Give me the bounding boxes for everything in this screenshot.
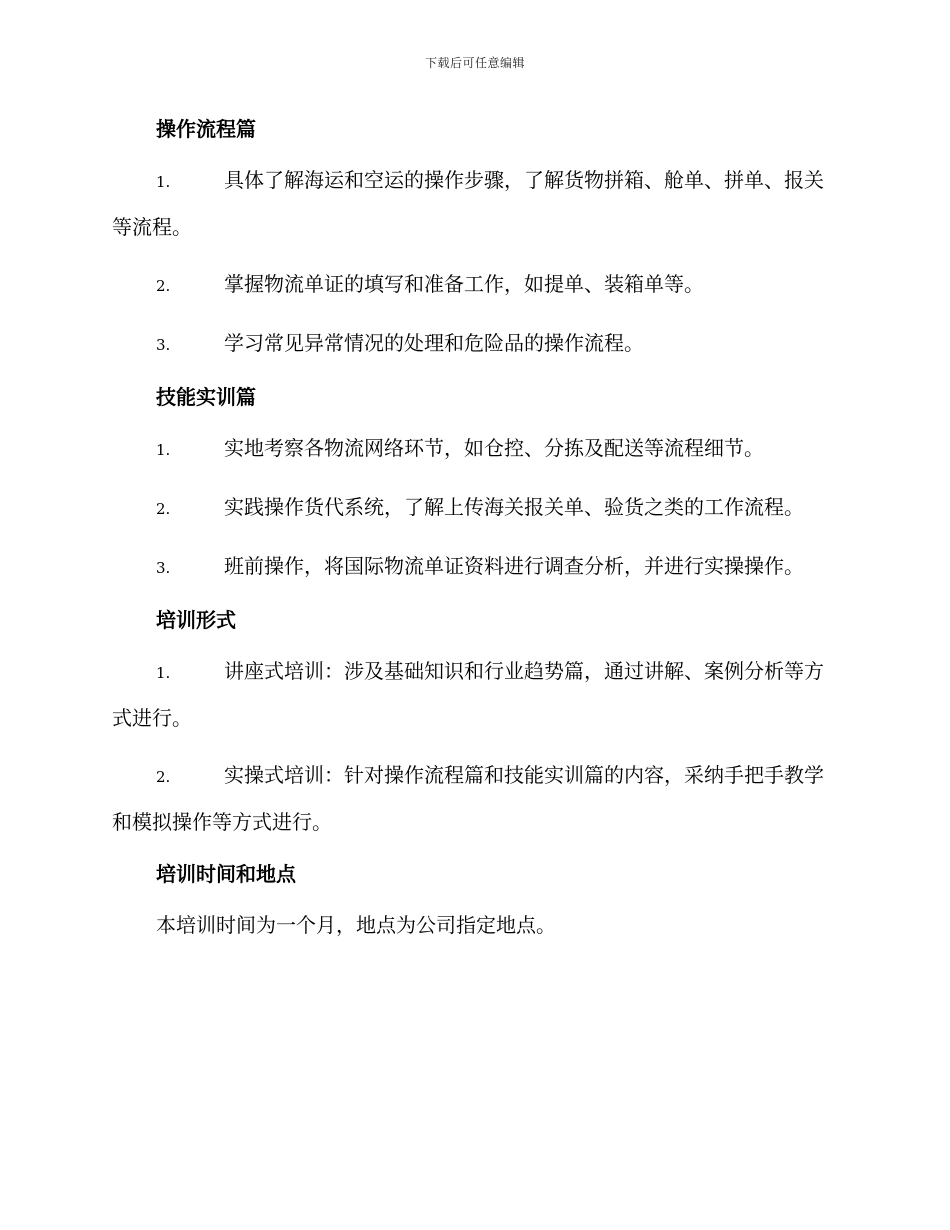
list-number: 3. bbox=[156, 559, 171, 577]
list-number: 2. bbox=[156, 500, 171, 518]
list-item bbox=[112, 485, 842, 532]
list-item bbox=[112, 262, 842, 309]
section-heading-skill-training: 技能实训篇 bbox=[156, 385, 256, 409]
list-item bbox=[112, 649, 842, 741]
list-item bbox=[112, 426, 842, 473]
list-item-text: 具体了解海运和空运的操作步骤，了解货物拼箱、舱单、拼单、报关等流程。 bbox=[112, 168, 824, 239]
document-body bbox=[112, 112, 842, 948]
list-number: 1. bbox=[156, 664, 171, 682]
list-number: 2. bbox=[156, 277, 171, 295]
list-number: 3. bbox=[156, 336, 171, 354]
list-item-text: 实践操作货代系统，了解上传海关报关单、验货之类的工作流程。 bbox=[224, 495, 804, 519]
list-item-text: 掌握物流单证的填写和准备工作，如提单、装箱单等。 bbox=[224, 272, 704, 296]
list-item bbox=[112, 158, 842, 250]
list-item-text: 实操式培训：针对操作流程篇和技能实训篇的内容，采纳手把手教学和模拟操作等方式进行。 bbox=[112, 763, 824, 834]
list-item bbox=[112, 544, 842, 591]
header-note: 下载后可任意编辑 bbox=[424, 56, 525, 70]
list-item-text: 实地考察各物流网络环节，如仓控、分拣及配送等流程细节。 bbox=[224, 436, 764, 460]
list-number: 1. bbox=[156, 173, 171, 191]
list-number: 2. bbox=[156, 768, 171, 786]
list-number: 1. bbox=[156, 441, 171, 459]
section-heading-operation-process: 操作流程篇 bbox=[156, 117, 256, 141]
list-item-text: 讲座式培训：涉及基础知识和行业趋势篇，通过讲解、案例分析等方式进行。 bbox=[112, 659, 824, 730]
time-place-paragraph: 本培训时间为一个月，地点为公司指定地点。 bbox=[156, 913, 556, 937]
section-heading-time-and-place: 培训时间和地点 bbox=[156, 862, 296, 886]
section-heading-training-format: 培训形式 bbox=[156, 608, 236, 632]
list-item-text: 学习常见异常情况的处理和危险品的操作流程。 bbox=[224, 331, 644, 355]
list-item-text: 班前操作，将国际物流单证资料进行调查分析，并进行实操操作。 bbox=[224, 554, 804, 578]
list-item bbox=[112, 321, 842, 368]
list-item bbox=[112, 753, 842, 845]
